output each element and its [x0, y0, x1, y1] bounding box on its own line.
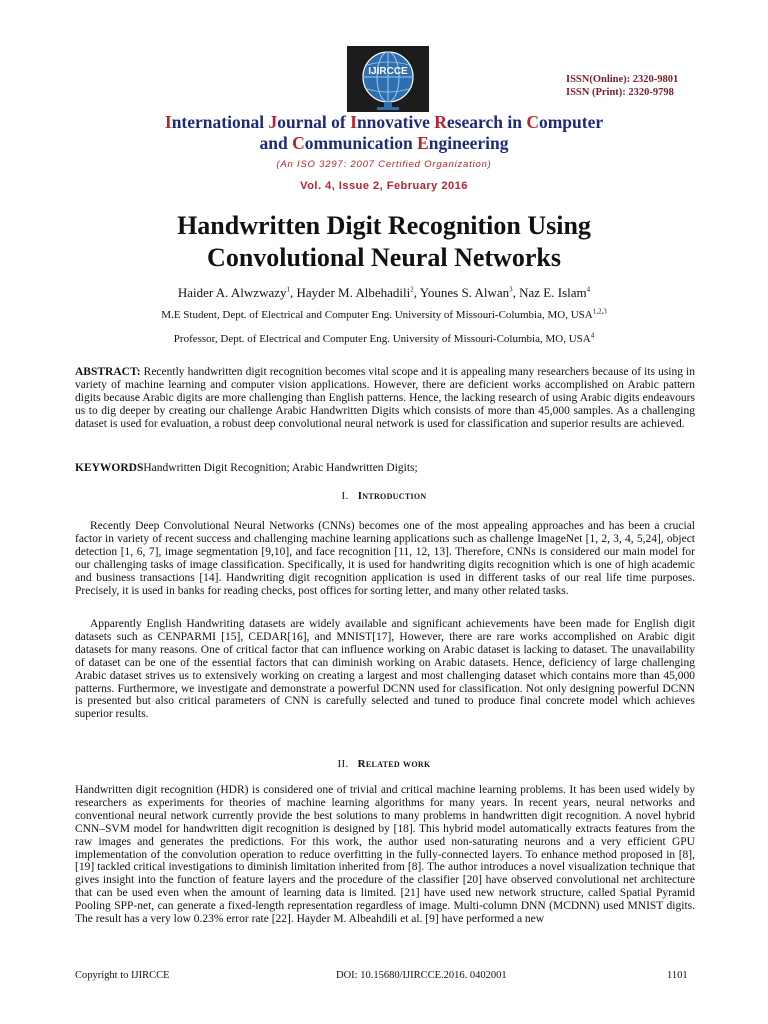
title-word: esearch in — [446, 112, 527, 132]
title-initial: R — [434, 112, 447, 132]
paper-title — [60, 210, 708, 274]
keywords-text: Handwritten Digit Recognition; Arabic Handwritten Digits; — [143, 462, 418, 474]
title-word: omputer — [538, 112, 604, 132]
logo-text: IJIRCCE — [368, 66, 408, 77]
affiliation-students — [0, 309, 768, 321]
journal-title — [40, 112, 728, 154]
author-name: Hayder M. Albehadili — [296, 285, 411, 300]
affiliation-role: Professor — [173, 333, 215, 345]
title-initial: I — [350, 112, 357, 132]
title-word: nternational — [171, 112, 269, 132]
abstract-text: Recently handwritten digit recognition becomes vital scope and it is appealing many researchers because of its using in variety of machine learning and computer vision applications. However, there are deficient works accomplished on Arabic pattern digits because Arabic digits are more challenging than English patterns. Hence, the lacking research of using Arabic digits endeavours us to dig deeper by creating our challenge Arabic Handwritten Digits which consists of more than 45,000 samples. As a challenging dataset is used for evaluation, a robust deep convolutional neural network is used for classification and superior results are achieved. — [75, 366, 695, 430]
title-word: ngineering — [428, 133, 509, 153]
section-heading-related-work — [0, 758, 768, 770]
related-work-paragraph: Handwritten digit recognition (HDR) is considered one of trivial and critical machine learning problems. It has been used widely by researchers as experiments for theories of machine learning algorithms for many years. In recent years, neural networks and conventional neural network currently provide the best solutions to many problems in handwritten digit recognition. A novel hybrid CNN–SVM model for handwritten digit recognition is designed by [18]. This hybrid model automatically extracts features from the raw images and generates the predictions. For this work, the author used non-saturating neurons and a very efficient GPU implementation of the convolution operation to reduce overfitting in the fully-connected layers. To enhance method proposed in [8], [19] tackled critical investigations to diminish limitation inherited from [8]. The author introduces a novel visualization technique that gives insight into the function of feature layers and the procedure of the classifier [20] have observed convolutional net architecture that can be used even when the amount of learning data is limited. [21] have used new network structure, called Spatial Pyramid Pooling SPP-net, can generate a fixed-length representation regardless of image. Multi-column DNN (MCDNN) used MNIST digits. The result has a very low 0.23% error rate [22]. Hayder M. Albeahdili et al. [9] have performed a new — [75, 784, 695, 926]
title-word: nnovative — [356, 112, 435, 132]
affiliation-sup: 4 — [590, 331, 595, 340]
author-name: Naz E. Islam — [519, 285, 587, 300]
author-sup: 3 — [509, 285, 513, 294]
title-initial: C — [292, 133, 305, 153]
title-word: ournal of — [277, 112, 351, 132]
footer-doi: DOI: 10.15680/IJIRCCE.2016. 0402001 — [336, 970, 507, 981]
footer-copyright: Copyright to IJIRCCE — [75, 970, 170, 981]
affiliation-text: , Dept. of Electrical and Computer Eng. University of Missouri-Columbia, MO, USA — [216, 309, 593, 321]
section-number: I. — [341, 490, 349, 502]
author-name: Haider A. Alwzwazy — [177, 285, 287, 300]
section-title: Related work — [357, 758, 431, 770]
section-title: Introduction — [357, 490, 427, 502]
affiliation-sup: 1,2,3 — [592, 307, 607, 316]
author-sup: 2 — [410, 285, 414, 294]
title-word: ommunication — [304, 133, 418, 153]
issn-block — [566, 73, 678, 99]
section-heading-introduction — [0, 490, 768, 502]
keywords-label: KEYWORDS — [75, 462, 144, 474]
intro-paragraph-2: Apparently English Handwriting datasets are widely available and significant achievements have been made for English digit datasets such as CENPARMI [15], CEDAR[16], and MNIST[17], However, there are rare works accomplished on Arabic digit datasets for many reasons. One of critical factor that can influence working on Arabic dataset is lacking to dataset. The unavailability of dataset can be one of the essential factors that can diminish working on Arabic datasets. Hence, deficiency of large challenging Arabic dataset strives us to extensively working on creating a largest and most challenging dataset which contains more than 45,000 patterns. Furthermore, we investigate and demonstrate a powerful DCNN used for classification. Not only designing powerful DCNN is presented but also critical parameters of CNN is carefully selected and tuned to produce final concrete model which achieves superior results. — [75, 618, 695, 721]
paper-title-line2: Convolutional Neural Networks — [207, 243, 561, 272]
section-number: II. — [337, 758, 349, 770]
author-list: Haider A. Alwzwazy$^1$, Hayder M. Albehadili$^2$, Younes S. Alwan$^3$, Naz E. Islam$^4$ — [177, 285, 591, 300]
author-sup: 4 — [586, 285, 591, 294]
volume-line: Vol. 4, Issue 2, February 2016 — [300, 180, 468, 192]
title-initial: J — [268, 112, 278, 132]
journal-title-line1 — [40, 112, 728, 133]
issn-print: ISSN (Print): 2320-9798 — [566, 87, 674, 98]
issn-online: ISSN(Online): 2320-9801 — [566, 74, 679, 85]
certification-line: (An ISO 3297: 2007 Certified Organization) — [276, 159, 492, 170]
title-initial: I — [164, 112, 172, 132]
keywords — [75, 462, 695, 475]
affiliation-role: M.E Student — [161, 309, 217, 321]
journal-logo — [347, 46, 429, 112]
affiliation-professor — [0, 333, 768, 345]
affiliation-text: , Dept. of Electrical and Computer Eng. University of Missouri-Columbia, MO, USA — [214, 333, 591, 345]
abstract — [75, 366, 695, 431]
journal-title-line2 — [40, 133, 728, 154]
title-initial: C — [526, 112, 539, 132]
title-word: and — [259, 133, 293, 153]
title-initial: E — [417, 133, 429, 153]
author-name: Younes S. Alwan — [419, 285, 510, 300]
abstract-label: ABSTRACT: — [75, 366, 141, 378]
author-sup: 1 — [286, 285, 291, 294]
intro-paragraph-1: Recently Deep Convolutional Neural Networks (CNNs) becomes one of the most appealing approaches and has been a crucial factor in variety of recent success and challenging machine learning applications such as challenge ImageNet [1, 2, 3, 4, 5,24], object detection [1, 6, 7], image segmentation [9,10], and face recognition [11, 12, 13]. Therefore, CNNs is considered our main model for our challenging tasks of image classification. Specifically, it is used for handwriting digits recognition which is one of high academic and business transactions [14]. Handwriting digit recognition application is used in different tasks of our real life time purposes. Precisely, it is used in banks for reading checks, post offices for sorting letter, and many other related tasks. — [75, 520, 695, 597]
paper-title-line1: Handwritten Digit Recognition Using — [177, 211, 591, 240]
page-number: 1101 — [667, 970, 688, 981]
